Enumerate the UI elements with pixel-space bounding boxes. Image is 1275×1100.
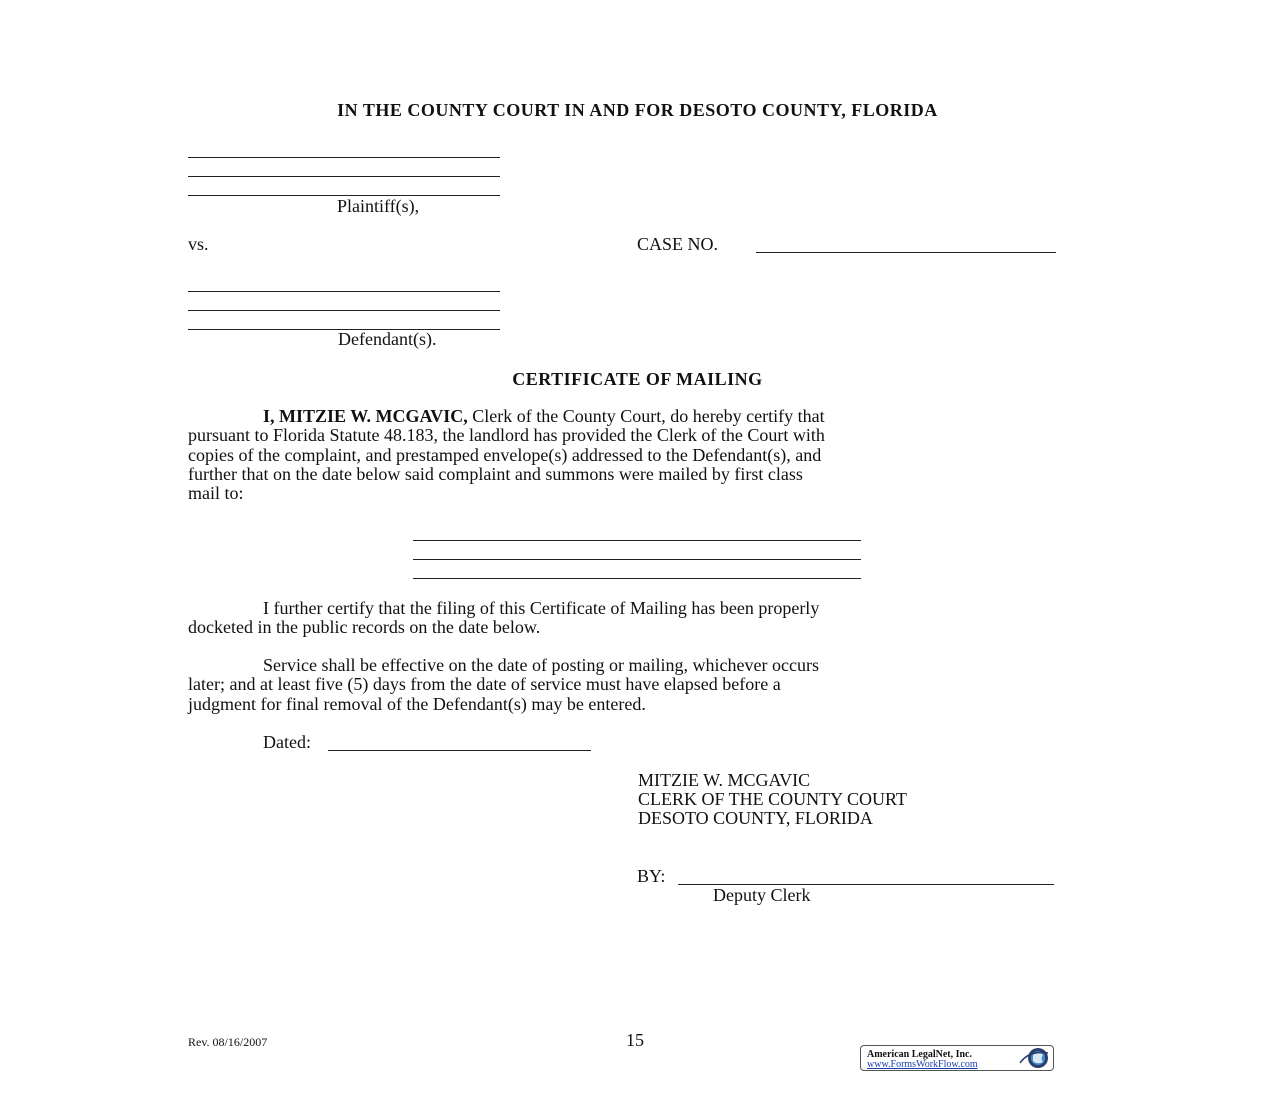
para1-line5: mail to:: [188, 483, 244, 504]
para2-line1: I further certify that the filing of this Certificate of Mailing has been properly: [263, 598, 820, 618]
clerk-title: CLERK OF THE COUNTY COURT: [638, 789, 907, 809]
clerk-county: DESOTO COUNTY, FLORIDA: [638, 808, 873, 828]
para1-line3: copies of the complaint, and prestamped envelope(s) addressed to the Defendant(s), and: [188, 444, 822, 465]
mail-to-line-3[interactable]: [413, 578, 861, 579]
mail-to-line-1[interactable]: [413, 540, 861, 541]
clerk-name: MITZIE W. MCGAVIC: [638, 770, 811, 790]
para1-line1: Clerk of the County Court, do hereby certify that: [467, 406, 825, 426]
clerk-name-bold: I, MITZIE W. MCGAVIC,: [263, 406, 468, 426]
page-number: 15: [626, 1030, 644, 1050]
service-paragraph: [188, 656, 1078, 714]
defendant-label: Defendant(s).: [338, 329, 437, 349]
publisher-url[interactable]: www.FormsWorkFlow.com: [867, 1059, 978, 1070]
by-label: BY:: [637, 866, 666, 886]
plaintiff-line-1[interactable]: [188, 157, 500, 158]
plaintiff-label: Plaintiff(s),: [337, 196, 420, 216]
para3-line2: later; and at least five (5) days from the date of service must have elapsed before a: [188, 674, 781, 695]
certification-paragraph: [188, 407, 1078, 503]
para1-line2: pursuant to Florida Statute 48.183, the landlord has provided the Clerk of the Court with: [188, 425, 825, 446]
certificate-title: CERTIFICATE OF MAILING: [512, 369, 763, 389]
globe-logo-icon: [1017, 1047, 1051, 1069]
para2-line2: docketed in the public records on the date below.: [188, 617, 541, 638]
dated-field[interactable]: [328, 750, 591, 751]
deputy-clerk-label: Deputy Clerk: [713, 885, 811, 905]
publisher-name: American LegalNet, Inc.: [867, 1049, 972, 1060]
dated-label: Dated:: [263, 732, 311, 752]
para1-line4: further that on the date below said complaint and summons were mailed by first class: [188, 463, 803, 484]
plaintiff-line-2[interactable]: [188, 176, 500, 177]
mail-to-line-2[interactable]: [413, 559, 861, 560]
court-heading: IN THE COUNTY COURT IN AND FOR DESOTO COUNTY, FLORIDA: [337, 100, 938, 120]
case-no-label: CASE NO.: [637, 234, 719, 254]
docketing-paragraph: [188, 599, 1078, 638]
vs-label: vs.: [188, 234, 209, 254]
para3-line3: judgment for final removal of the Defendant(s) may be entered.: [188, 693, 646, 714]
publisher-badge[interactable]: [860, 1045, 1054, 1071]
defendant-line-1[interactable]: [188, 291, 500, 292]
revision-date: Rev. 08/16/2007: [188, 1035, 268, 1049]
para3-line1: Service shall be effective on the date of posting or mailing, whichever occurs: [263, 655, 819, 675]
case-no-field[interactable]: [756, 252, 1056, 253]
defendant-line-2[interactable]: [188, 310, 500, 311]
